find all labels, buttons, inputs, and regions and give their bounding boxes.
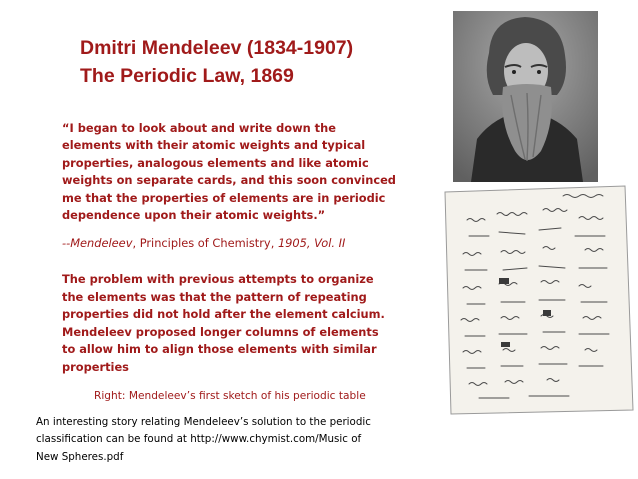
- citation-year: 1905, Vol. II: [277, 236, 346, 250]
- citation-book: Principles of Chemistry: [139, 236, 271, 250]
- quote-line: properties, analogous elements and like atomic: [62, 155, 369, 170]
- problem-line: Mendeleev proposed longer columns of elements: [62, 324, 379, 339]
- problem-line: to allow him to align those elements with similar: [62, 342, 377, 357]
- story-line: New Spheres.pdf: [36, 450, 124, 463]
- story-note: [36, 414, 436, 466]
- periodic-table-sketch: [439, 184, 637, 416]
- problem-line: The problem with previous attempts to organize: [62, 272, 374, 286]
- quote-line: dependence upon their atomic weights.”: [62, 208, 326, 223]
- sketch-caption: Right: Mendeleev’s first sketch of his periodic table: [94, 390, 366, 402]
- story-line: classification can be found at http://www.chymist.com/Music of: [36, 433, 362, 446]
- quote-citation: --Mendeleev, Principles of Chemistry, 1905, Vol. II: [62, 236, 346, 250]
- slide-title: [80, 34, 353, 90]
- quote-line: weights on separate cards, and this soon convinced: [62, 173, 396, 188]
- problem-line: the elements was that the pattern of repeating: [62, 289, 367, 304]
- mendeleev-quote: [62, 120, 420, 224]
- mendeleev-portrait-photo: [453, 11, 598, 182]
- title-subject-line: The Periodic Law, 1869: [80, 65, 294, 87]
- problem-line: properties: [62, 359, 129, 374]
- quote-line: elements with their atomic weights and typical: [62, 138, 366, 153]
- problem-line: properties did not hold after the element calcium.: [62, 307, 385, 322]
- quote-line: “I began to look about and write down the: [62, 121, 336, 135]
- quote-line: me that the properties of elements are in periodic: [62, 190, 386, 205]
- citation-author: --Mendeleev: [62, 236, 133, 250]
- title-name-line: Dmitri Mendeleev (1834-1907): [80, 37, 354, 59]
- story-line: An interesting story relating Mendeleev’s solution to the periodic: [36, 416, 371, 428]
- problem-paragraph: [62, 271, 412, 377]
